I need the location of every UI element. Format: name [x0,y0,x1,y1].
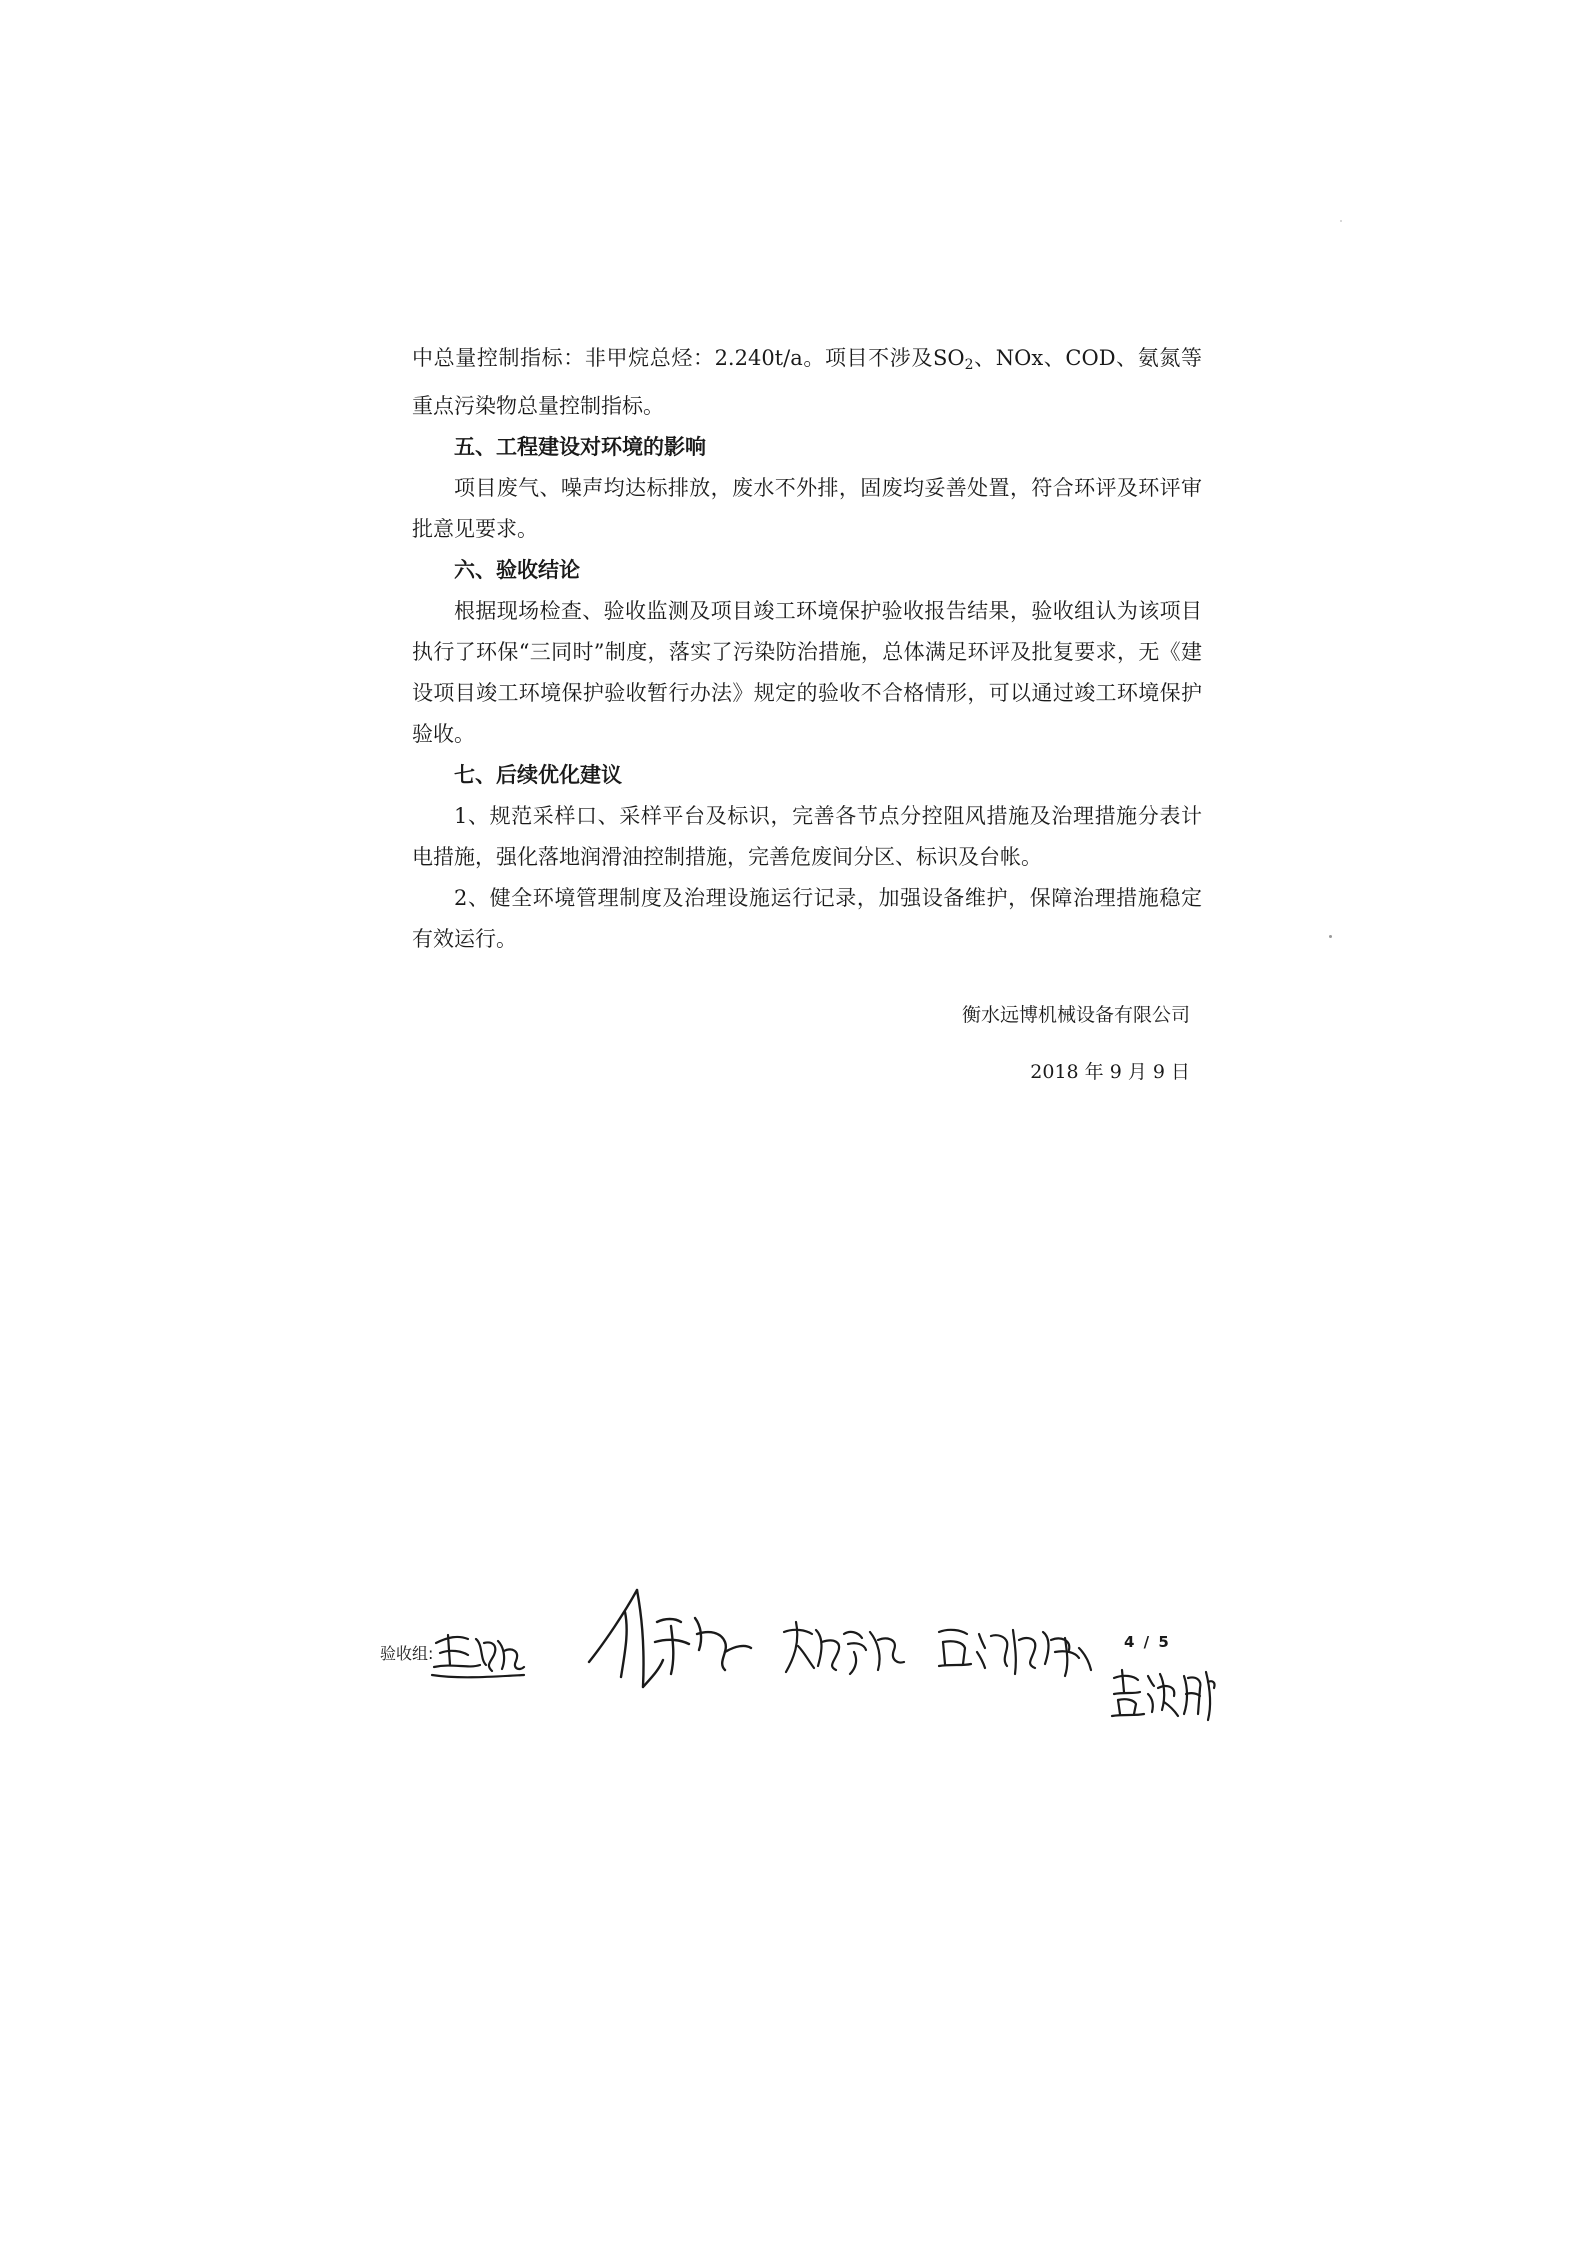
section-heading-7: 七、后续优化建议 [454,763,622,787]
signature-3 [778,1612,908,1682]
paragraph-total-control: 中总量控制指标：非甲烷总烃：2.240t/a。项目不涉及$SO_2$、NOx、COD、氨氮等重点污染物总量控制指标。 [412,346,1202,418]
paragraph-environment-impact: 项目废气、噪声均达标排放，废水不外排，固废均妥善处置，符合环评及环评审批意见要求。 [412,476,1202,541]
scan-speck [1329,935,1332,938]
company-name: 衡水远博机械设备有限公司 [961,1004,1190,1026]
scan-speck [1340,220,1342,222]
paragraph-suggestion-2: 2、健全环境管理制度及治理设施运行记录，加强设备维护，保障治理措施稳定有效运行。 [412,886,1202,951]
signature-2 [585,1582,755,1697]
page-number: 4 / 5 [1124,1633,1171,1651]
signature-4 [935,1618,1095,1680]
signature-5 [1108,1662,1218,1724]
document-date: 2018 年 9 月 9 日 [1030,1061,1190,1083]
section-heading-5: 五、工程建设对环境的影响 [454,435,706,459]
section-heading-6: 六、验收结论 [454,558,580,582]
signature-label: 验收组: [380,1644,434,1663]
subscript: 2 [964,357,974,373]
body-text [412,338,1202,960]
paragraph-suggestion-1: 1、规范采样口、采样平台及标识，完善各节点分控阻风措施及治理措施分表计电措施，强化落地润滑油控制措施，完善危废间分区、标识及台帐。 [412,804,1202,869]
signature-1 [428,1625,528,1685]
paragraph-conclusion: 根据现场检查、验收监测及项目竣工环境保护验收报告结果，验收组认为该项目执行了环保“三同时”制度，落实了污染防治措施，总体满足环评及批复要求，无《建设项目竣工环境保护验收暂行办法》规定的验收不合格情形，可以通过竣工环境保护验收。 [412,599,1202,746]
